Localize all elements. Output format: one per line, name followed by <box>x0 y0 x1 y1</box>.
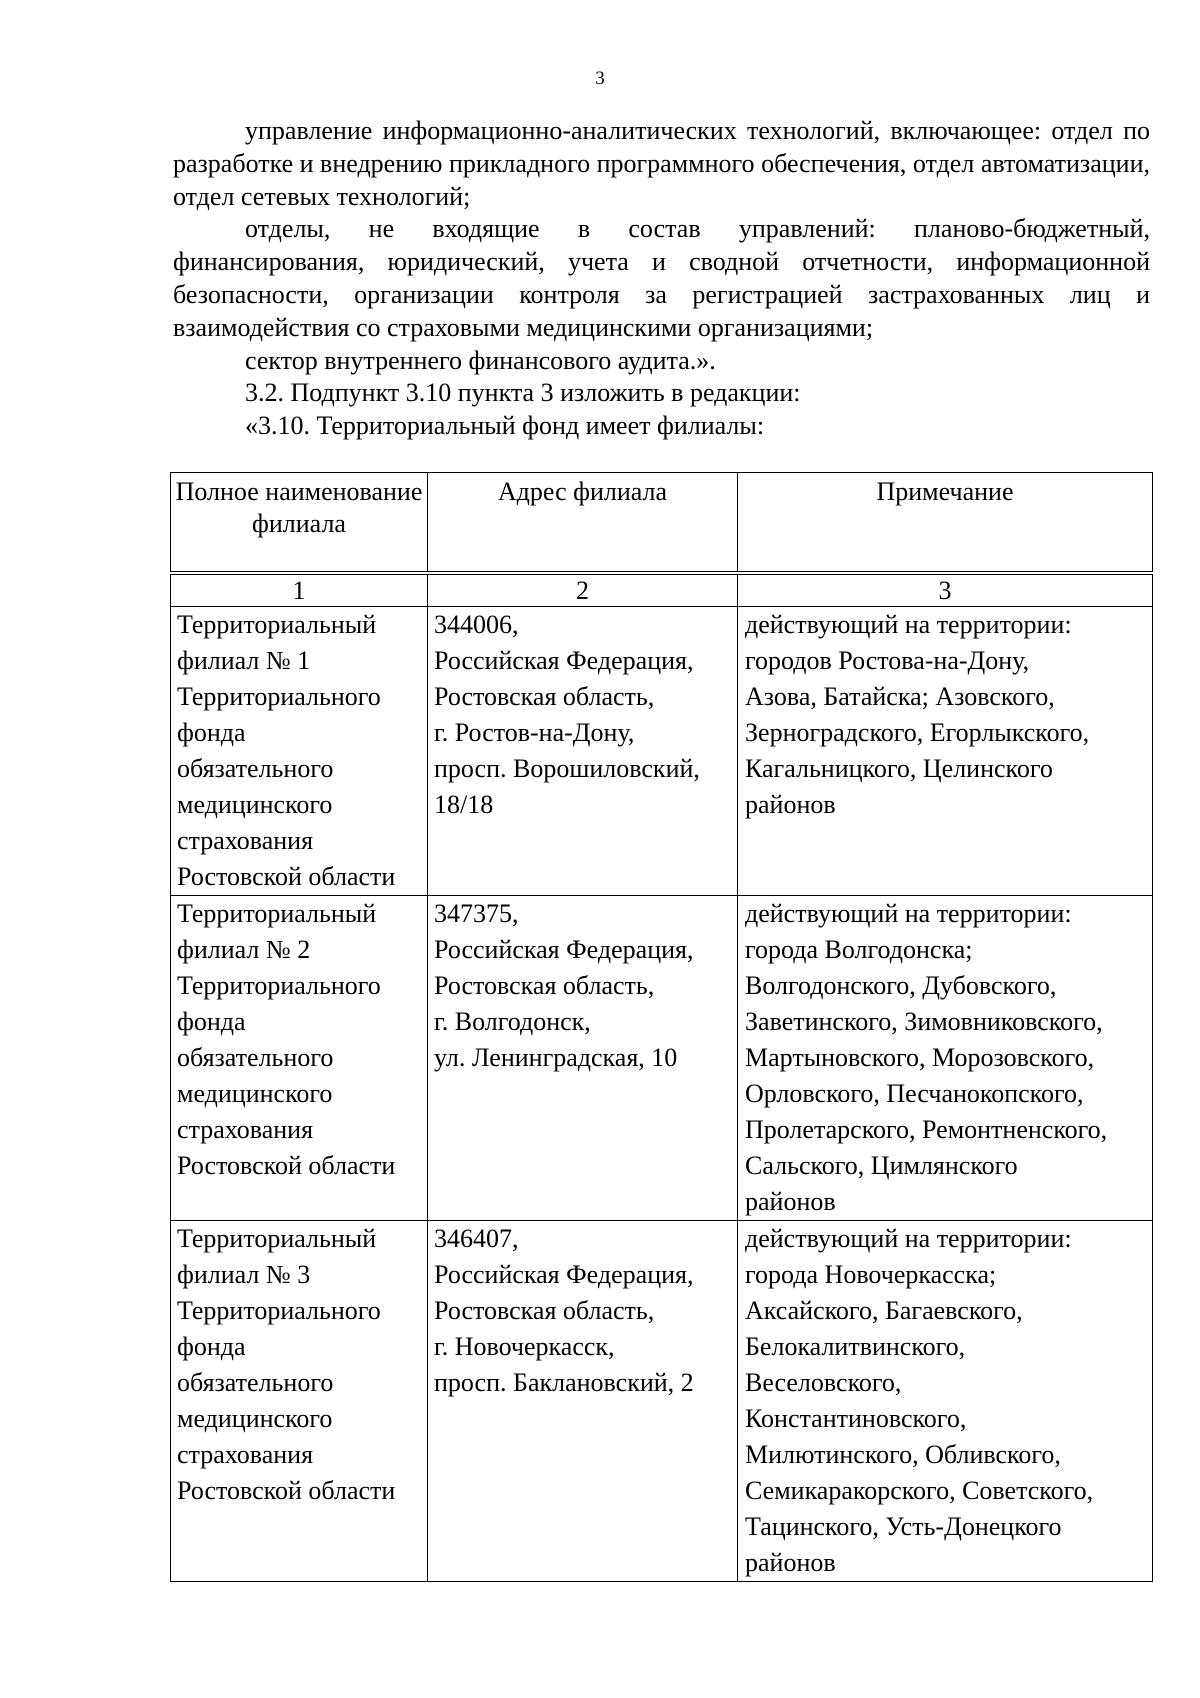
table-header-row <box>171 473 1153 574</box>
branch-note-cell: действующий на территории: города Волгодонска; Волгодонского, Дубовского, Заветинского, Зимовниковского, Мартыновского, Морозовского, Орловского, Песчанокопского, Пролетарского, Ремонтненского, Сальского, Цимлянского районов <box>738 896 1153 1221</box>
column-number: 1 <box>171 573 428 607</box>
table-row <box>171 607 1153 896</box>
header-note: Примечание <box>738 473 1153 574</box>
branch-name-cell: Территориальный филиал № 3 Территориального фонда обязательного медицинского страхования Ростовской области <box>171 1221 428 1582</box>
paragraph-clause-3-10: «3.10. Территориальный фонд имеет филиалы: <box>245 411 765 441</box>
paragraph-audit-sector: сектор внутреннего финансового аудита.». <box>245 345 716 375</box>
column-number-row <box>171 573 1153 607</box>
header-branch-address: Адрес филиала <box>428 473 738 574</box>
branch-note-cell: действующий на территории: городов Ростова-на-Дону, Азова, Батайска; Азовского, Зерноградского, Егорлыкского, Кагальницкого, Целинского районов <box>738 607 1153 896</box>
column-number: 3 <box>738 573 1153 607</box>
branch-address-cell: 346407, Российская Федерация, Ростовская область, г. Новочеркасск, просп. Баклановский, 2 <box>428 1221 738 1582</box>
page-number: 3 <box>595 68 605 89</box>
branch-note-cell: действующий на территории: города Новочеркасска; Аксайского, Багаевского, Белокалитвинского, Веселовского, Константиновского, Милютинского, Обливского, Семикаракорского, Советского, Тацинского, Усть-Донецкого районов <box>738 1221 1153 1582</box>
header-branch-name: Полное наименование филиала <box>171 473 428 574</box>
branches-table <box>170 472 1153 1582</box>
branch-address-cell: 347375, Российская Федерация, Ростовская область, г. Волгодонск, ул. Ленинградская, 10 <box>428 896 738 1221</box>
branch-address-cell: 344006, Российская Федерация, Ростовская область, г. Ростов-на-Дону, просп. Ворошиловский, 18/18 <box>428 607 738 896</box>
table-row <box>171 896 1153 1221</box>
column-number: 2 <box>428 573 738 607</box>
branch-name-cell: Территориальный филиал № 2 Территориального фонда обязательного медицинского страхования Ростовской области <box>171 896 428 1221</box>
table-row <box>171 1221 1153 1582</box>
paragraph-independent-departments: отделы, не входящие в состав управлений: планово-бюджетный, финансирования, юридический, учета и сводной отчетности, информационной безопасности, организации контроля за регистрацией застрахованных лиц и взаимодействия со страховыми медицинскими организациями; <box>173 214 1150 342</box>
branch-name-cell: Территориальный филиал № 1 Территориального фонда обязательного медицинского страхования Ростовской области <box>171 607 428 896</box>
paragraph-amendment-3-2: 3.2. Подпункт 3.10 пункта 3 изложить в редакции: <box>245 378 801 408</box>
paragraph-it-department: управление информационно-аналитических технологий, включающее: отдел по разработке и внедрению прикладного программного обеспечения, отдел автоматизации, отдел сетевых технологий; <box>173 116 1150 211</box>
document-body <box>173 115 1150 443</box>
